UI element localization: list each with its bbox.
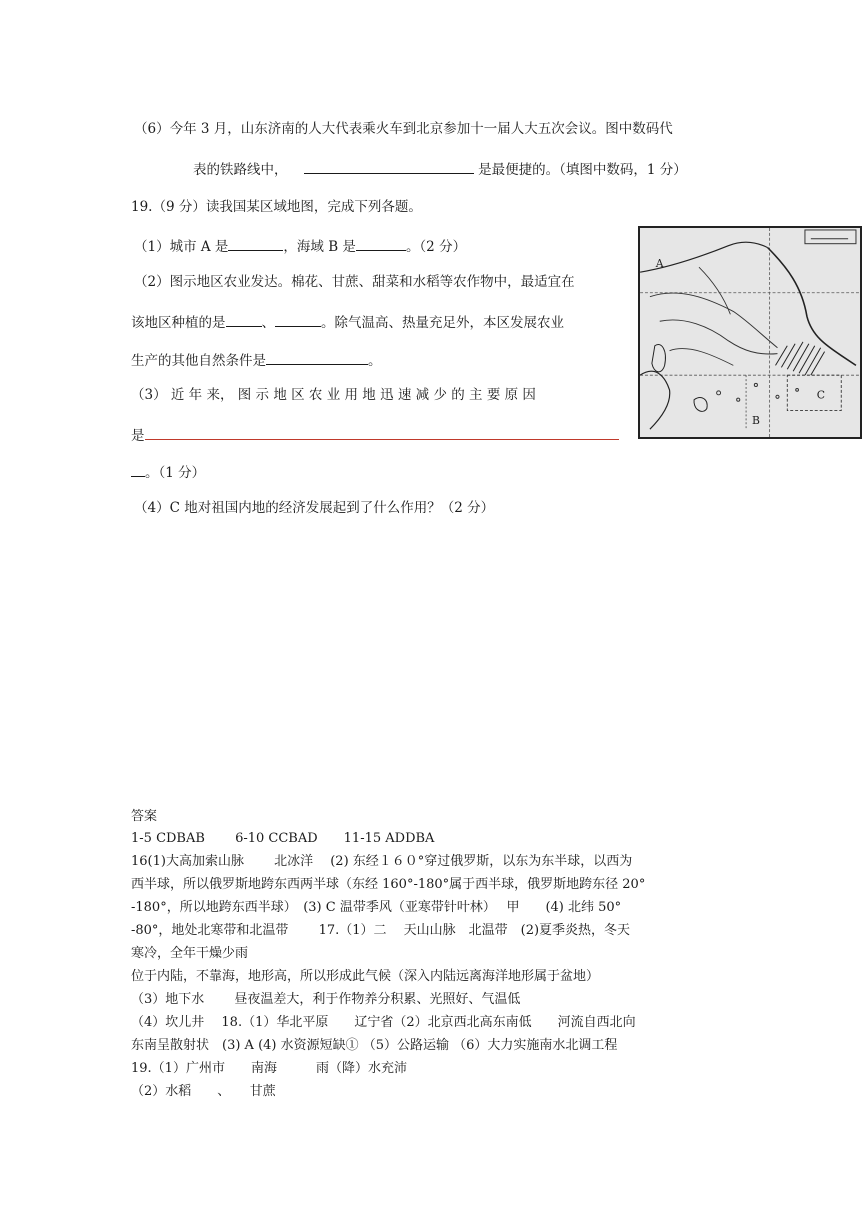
q19-part3-text-a: 是 (131, 428, 145, 444)
q19-part2-text-b: 、 (261, 315, 275, 331)
answer-blank-reason-cont[interactable] (131, 461, 145, 477)
answer-line: 1-5 CDBAB 6-10 CCBAD 11-15 ADDBA (131, 831, 435, 846)
q19-part2-text-c: 。除气温高、热量充足外，本区发展农业 (321, 315, 564, 331)
q19-part3-text-b: 。（1 分） (145, 465, 206, 481)
answer-blank-crop-1[interactable] (226, 311, 262, 327)
q19-part2-text-e: 。 (368, 353, 382, 369)
q18-6-line2-prefix: 表的铁路线中， (193, 162, 288, 178)
q19-title: 19.（9 分）读我国某区域地图，完成下列各题。 (131, 199, 422, 215)
q19-part1-text-a: （1）城市 A 是 (134, 239, 229, 255)
map-label-c: C (816, 388, 825, 402)
answers-heading: 答案 (131, 809, 158, 824)
q19-part2-text-d: 生产的其他自然条件是 (131, 353, 266, 369)
answer-line: 位于内陆，不靠海，地形高，所以形成此气候（深入内陆远离海洋地形属于盆地） (131, 969, 600, 984)
answer-blank-natural-conditions[interactable] (266, 349, 368, 365)
region-map-drawing (640, 228, 860, 437)
q19-part2-text-a: 该地区种植的是 (131, 315, 226, 331)
q19-part1-text-b: ，海域 B 是 (283, 239, 356, 255)
q18-6-line1: （6）今年 3 月，山东济南的人大代表乘火车到北京参加十一届人大五次会议。图中数码代 (134, 121, 673, 137)
q18-6-line2-suffix: 是最便捷的。（填图中数码，1 分） (478, 162, 687, 178)
answer-blank-reason[interactable] (145, 424, 619, 440)
answer-line: （3）地下水 昼夜温差大，利于作物养分积累、光照好、气温低 (131, 992, 521, 1007)
answer-line: -180°，所以地跨东西半球） (3) C 温带季风（亚寒带针叶林） 甲 (4) 北纬 50° (131, 900, 622, 915)
q19-part2-line3 (131, 349, 382, 371)
answer-blank-railway[interactable] (304, 158, 474, 174)
answer-line: 19.（1）广州市 南海 雨（降）水充沛 (131, 1061, 407, 1076)
map-label-a: A (655, 257, 664, 271)
q19-part3-line1: （3） 近 年 来， 图 示 地 区 农 业 用 地 迅 速 减 少 的 主 要 原 因 (131, 387, 536, 403)
map-label-b: B (751, 414, 760, 428)
answer-blank-crop-2[interactable] (275, 311, 321, 327)
answer-line: 东南呈散射状 (3) A (4) 水资源短缺① （5）公路运输 （6）大力实施南水北调工程 (131, 1038, 618, 1053)
answer-line: -80°，地处北寒带和北温带 17.（1）二 天山山脉 北温带 (2)夏季炎热，冬天 (131, 923, 631, 938)
q19-part1 (134, 235, 466, 257)
q19-part3-line3 (131, 461, 205, 483)
answer-blank-sea-b[interactable] (356, 235, 406, 251)
region-map (638, 226, 862, 439)
q19-part4: （4）C 地对祖国内地的经济发展起到了什么作用？（2 分） (134, 500, 495, 516)
answer-line: 16(1)大高加索山脉 北冰洋 (2) 东经１６０°穿过俄罗斯，以东为东半球，以西为 (131, 854, 633, 869)
q19-part1-text-c: 。（2 分） (405, 239, 467, 255)
q18-6-line2 (193, 158, 687, 180)
answer-line: 西半球，所以俄罗斯地跨东西两半球（东经 160°-180°属于西半球，俄罗斯地跨东径 20° (131, 877, 646, 892)
answer-line: （2）水稻 、 甘蔗 (131, 1084, 276, 1099)
q19-part2-line2 (131, 311, 564, 333)
answer-line: 寒冷，全年干燥少雨 (131, 946, 249, 961)
answer-blank-city-a[interactable] (228, 235, 283, 251)
q19-part2-line1: （2）图示地区农业发达。棉花、甘蔗、甜菜和水稻等农作物中，最适宜在 (134, 274, 575, 290)
q19-part3-line2 (131, 424, 619, 446)
answer-line: （4）坎儿井 18.（1）华北平原 辽宁省（2）北京西北高东南低 河流自西北向 (131, 1015, 636, 1030)
